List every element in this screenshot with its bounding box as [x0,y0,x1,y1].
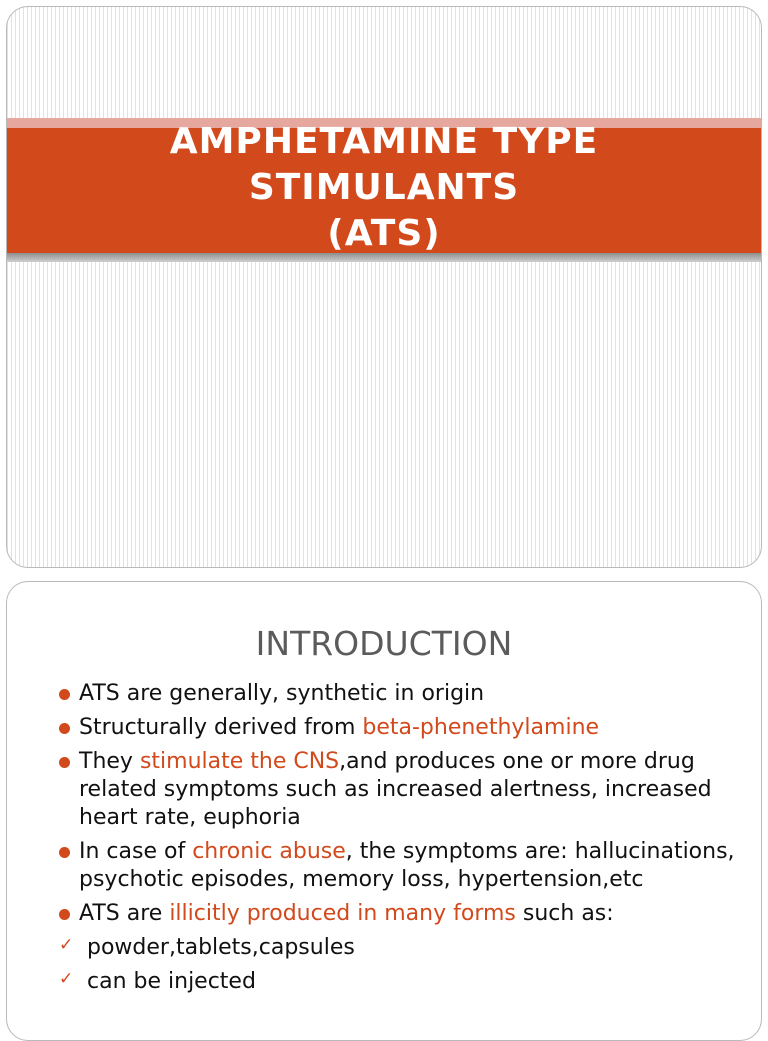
slide-title [7,119,761,257]
bullet-text: , the symptoms are: hallucinations, psychotic episodes, memory loss, hypertension,etc [79,839,735,892]
bullet-text: ATS are generally, synthetic in origin [79,681,485,706]
bullet-dot-icon [59,909,70,920]
slide-heading: INTRODUCTION [255,624,513,663]
title-line-2: STIMULANTS [248,167,520,208]
checklist-text: powder,tablets,capsules [87,935,355,960]
checklist-text: can be injected [87,969,256,994]
highlighted-term: stimulate the CNS [139,749,340,774]
bullet-text: They [79,749,140,774]
title-line-3: (ATS) [327,213,441,254]
checklist-item [57,968,737,996]
highlighted-term: beta-phenethylamine [362,715,600,740]
title-slide [6,6,762,568]
bullet-text: ATS are [79,901,170,926]
checklist-item [57,934,737,962]
title-line-1: AMPHETAMINE TYPE [169,121,599,162]
bullet-dot-icon [59,847,70,858]
list-item [57,748,737,832]
introduction-slide [6,581,762,1041]
highlighted-term: illicitly produced in many forms [169,901,516,926]
bullet-text: ,and produces one or more drug related symptoms such as increased alertness, increased heart rate, euphoria [79,749,712,830]
bullet-text: In case of [79,839,193,864]
bullet-text: Structurally derived from [79,715,363,740]
checkmark-icon: ✓ [59,969,74,989]
bullet-text: such as: [515,901,614,926]
list-item [57,900,737,928]
checkmark-icon: ✓ [59,935,74,955]
list-item [57,680,737,708]
list-item [57,714,737,742]
bullet-dot-icon [59,689,70,700]
bullet-dot-icon [59,757,70,768]
highlighted-term: chronic abuse [192,839,346,864]
bullet-list [57,680,737,1002]
list-item [57,838,737,894]
bullet-dot-icon [59,723,70,734]
